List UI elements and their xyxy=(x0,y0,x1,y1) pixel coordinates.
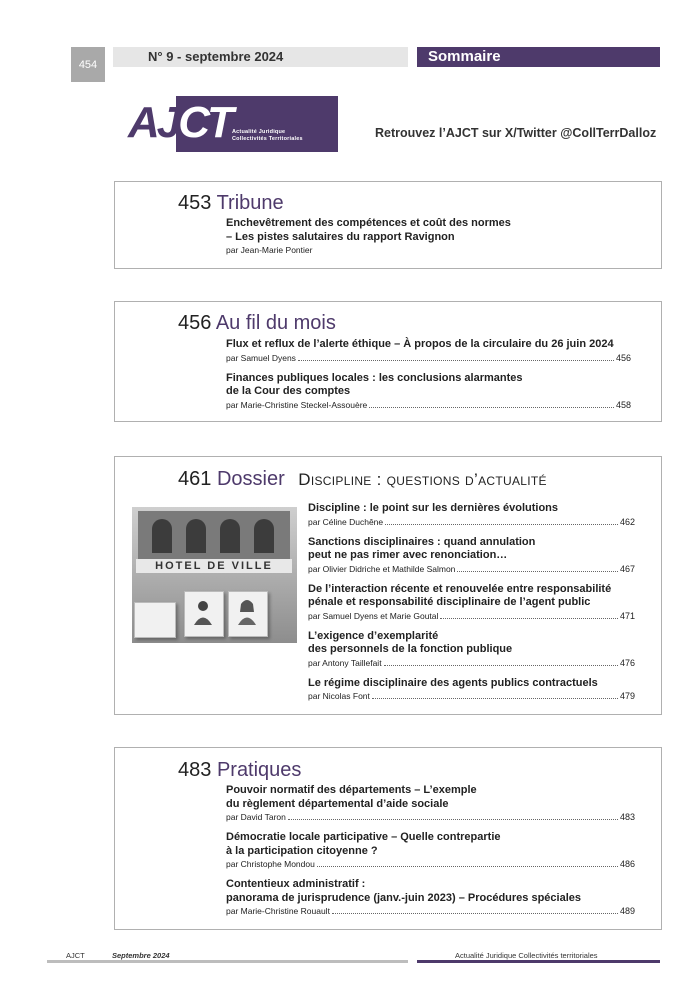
entry-author-line xyxy=(226,352,631,364)
entry-page: 462 xyxy=(619,516,635,527)
entry-title-line: Discipline : le point sur les dernières évolutions xyxy=(308,502,559,514)
entry-author-line xyxy=(308,610,635,622)
section-name: Tribune xyxy=(216,192,284,214)
entry-title-line: à la participation citoyenne ? xyxy=(226,844,378,857)
entry-title xyxy=(308,630,635,657)
logo-tagline xyxy=(232,129,303,143)
entry-author: par Marie-Christine Steckel-Assouère xyxy=(226,399,368,410)
dot-leader xyxy=(317,866,618,867)
dot-leader xyxy=(298,360,614,361)
footer-date: Septembre 2024 xyxy=(112,951,170,960)
window xyxy=(220,519,240,553)
dot-leader xyxy=(369,407,614,408)
entry-page: 489 xyxy=(619,906,635,916)
entry-list xyxy=(226,217,621,264)
footer-rule-accent xyxy=(417,960,660,963)
section-pratiques xyxy=(114,747,662,930)
entry-author-line xyxy=(226,399,631,411)
entry-author: par Olivier Didriche et Mathilde Salmon xyxy=(308,563,456,574)
entry-page: 479 xyxy=(619,691,635,701)
toc-entry[interactable] xyxy=(226,878,635,917)
entry-title-line: panorama de jurisprudence (janv.-juin 2023) – Procédures spéciales xyxy=(226,891,581,904)
entry-title xyxy=(226,372,631,399)
entry-author: par Christophe Mondou xyxy=(226,859,315,869)
section-name: Au fil du mois xyxy=(215,312,336,334)
section-au-fil-du-mois xyxy=(114,301,662,422)
entry-author-line xyxy=(226,905,635,917)
entry-title-line: Flux et reflux de l’alerte éthique – À propos de la circulaire du 26 juin 2024 xyxy=(226,338,614,350)
entry-title-line: Enchevêtrement des compétences et coût des normes xyxy=(226,217,511,229)
entry-page: 458 xyxy=(615,399,631,410)
cube-male-figure xyxy=(184,591,224,637)
dot-leader xyxy=(440,618,618,619)
issue-label: N° 9 - septembre 2024 xyxy=(148,49,284,64)
entry-title xyxy=(226,217,621,244)
entry-author-line xyxy=(308,690,635,702)
toc-entry[interactable] xyxy=(226,831,635,870)
logo-tagline-line: Collectivités Territoriales xyxy=(232,136,303,142)
entry-title-line: Démocratie locale participative – Quelle contrepartie xyxy=(226,831,501,843)
entry-author: par David Taron xyxy=(226,812,286,822)
section-heading xyxy=(178,312,336,335)
section-heading xyxy=(178,759,301,782)
section-dossier xyxy=(114,456,662,715)
footer-journal: AJCT xyxy=(66,951,85,960)
entry-author: par Samuel Dyens et Marie Goutal xyxy=(308,610,439,621)
entry-title-line: de la Cour des comptes xyxy=(226,385,351,397)
ajct-logo xyxy=(128,96,338,154)
entry-author: par Nicolas Font xyxy=(308,691,370,701)
section-number: 483 xyxy=(178,759,212,781)
section-heading xyxy=(178,468,547,491)
logo-letters-outer: AJ xyxy=(128,98,179,147)
entry-list xyxy=(308,502,635,710)
toc-entry[interactable] xyxy=(226,372,631,411)
person-icon xyxy=(193,598,213,626)
entry-list xyxy=(226,338,631,419)
entry-author-line xyxy=(226,244,621,256)
window xyxy=(254,519,274,553)
entry-title xyxy=(226,338,631,352)
photo-sign: HOTEL DE VILLE xyxy=(136,559,292,573)
entry-title-line: peut ne pas rimer avec renonciation… xyxy=(308,549,508,561)
entry-title xyxy=(308,677,635,691)
entry-title-line: – Les pistes salutaires du rapport Ravignon xyxy=(226,230,455,243)
toc-entry[interactable] xyxy=(308,536,635,575)
entry-page: 483 xyxy=(619,812,635,822)
entry-title-line: De l’interaction récente et renouvelée entre responsabilité xyxy=(308,582,612,595)
toc-entry[interactable] xyxy=(308,583,635,622)
toc-entry[interactable] xyxy=(226,784,635,823)
cube xyxy=(134,602,176,638)
entry-author: par Antony Taillefait xyxy=(308,657,382,668)
dot-leader xyxy=(372,698,618,699)
section-number: 461 xyxy=(178,468,212,490)
entry-title xyxy=(226,784,635,811)
dot-leader xyxy=(384,665,618,666)
entry-title-line: Pouvoir normatif des départements – L’exemple xyxy=(226,784,477,796)
entry-author-line xyxy=(308,657,635,669)
section-name: Dossier xyxy=(216,468,285,490)
logo-tagline-line: Actualité Juridique xyxy=(232,129,286,135)
person-icon xyxy=(237,598,257,626)
entry-author: par Céline Duchêne xyxy=(308,516,384,527)
entry-author: par Jean-Marie Pontier xyxy=(226,245,313,255)
entry-author: par Marie-Christine Rouault xyxy=(226,906,330,916)
window xyxy=(186,519,206,553)
logo-letters-inner: CT xyxy=(178,98,231,147)
entry-author-line xyxy=(308,563,635,575)
entry-title xyxy=(226,878,635,905)
footer-journal-full: Actualité Juridique Collectivités territoriales xyxy=(455,951,598,960)
entry-author: par Samuel Dyens xyxy=(226,352,296,363)
entry-title-line: Sanctions disciplinaires : quand annulation xyxy=(308,535,536,548)
entry-author-line xyxy=(226,858,635,870)
entry-title xyxy=(308,583,635,610)
entry-title-line: des personnels de la fonction publique xyxy=(308,643,513,655)
dot-leader xyxy=(332,913,618,914)
entry-title-line: Finances publiques locales : les conclusions alarmantes xyxy=(226,371,523,384)
logo-letters xyxy=(128,100,231,146)
section-heading xyxy=(178,192,284,215)
section-number: 453 xyxy=(178,192,212,214)
section-tribune xyxy=(114,181,662,269)
entry-page: 467 xyxy=(619,563,635,574)
footer-rule xyxy=(47,960,408,963)
entry-title-line: Le régime disciplinaire des agents publics contractuels xyxy=(308,676,598,689)
dot-leader xyxy=(385,524,618,525)
entry-page: 476 xyxy=(619,657,635,668)
entry-title xyxy=(308,502,635,516)
section-name: Pratiques xyxy=(216,759,302,781)
entry-author-line xyxy=(308,516,635,528)
entry-title-line: Contentieux administratif : xyxy=(226,878,366,890)
town-hall-photo xyxy=(132,507,297,643)
dot-leader xyxy=(457,571,618,572)
dot-leader xyxy=(288,819,618,820)
page-number: 454 xyxy=(71,47,105,82)
entry-list xyxy=(226,784,635,925)
toc-entry[interactable] xyxy=(226,338,631,364)
toc-entry[interactable] xyxy=(308,630,635,669)
toc-entry[interactable] xyxy=(308,502,635,528)
toc-entry[interactable] xyxy=(226,217,621,256)
social-link[interactable]: Retrouvez l’AJCT sur X/Twitter @CollTerrDalloz xyxy=(375,126,657,140)
entry-page: 486 xyxy=(619,859,635,869)
window xyxy=(152,519,172,553)
entry-title xyxy=(226,831,635,858)
entry-title xyxy=(308,536,635,563)
cube-female-figure xyxy=(228,591,268,637)
section-subtitle: Discipline : questions d’actualité xyxy=(298,470,547,489)
entry-title-line: pénale et responsabilité disciplinaire de l’agent public xyxy=(308,596,591,608)
entry-page: 456 xyxy=(615,352,631,363)
toc-entry[interactable] xyxy=(308,677,635,703)
entry-title-line: du règlement départemental d’aide sociale xyxy=(226,797,449,810)
entry-title-line: L’exigence d’exemplarité xyxy=(308,629,439,642)
entry-author-line xyxy=(226,811,635,823)
section-label: Sommaire xyxy=(428,48,501,65)
entry-page: 471 xyxy=(619,610,635,621)
section-number: 456 xyxy=(178,312,212,334)
